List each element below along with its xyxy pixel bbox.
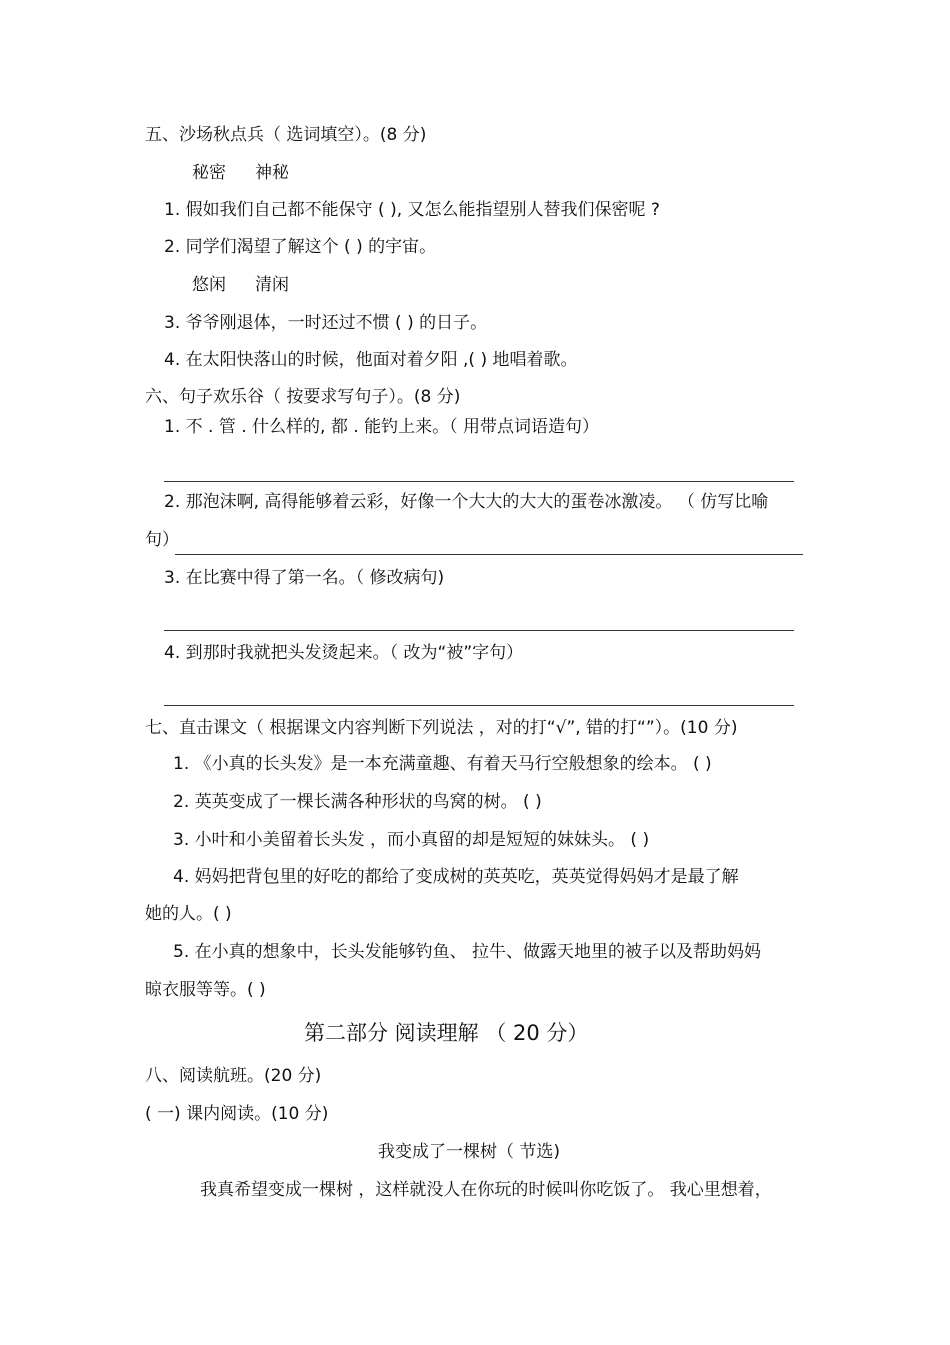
question-item: 1. 《小真的长头发》是一本充满童趣、有着天马行空般想象的绘本。 ( ) bbox=[173, 754, 712, 774]
word-option: 秘密 bbox=[192, 163, 226, 183]
question-item: 2. 英英变成了一棵长满各种形状的鸟窝的树。 ( ) bbox=[173, 792, 542, 812]
question-item: 2. 同学们渴望了解这个 ( ) 的宇宙。 bbox=[164, 237, 437, 257]
question-item: 4. 在太阳快落山的时候，他面对着夕阳 ,( ) 地唱着歌。 bbox=[164, 350, 578, 370]
question-item: 1. 不 . 管 . 什么样的, 都 . 能钓上来。（ 用带点词语造句） bbox=[164, 417, 599, 437]
answer-line[interactable] bbox=[175, 554, 803, 555]
section7-heading: 七、直击课文（ 根据课文内容判断下列说法 ，对的打“√”, 错的打“”）。(10 分) bbox=[145, 718, 738, 738]
part2-title: 第二部分 阅读理解 （ 20 分） bbox=[304, 1021, 589, 1045]
section6-heading: 六、句子欢乐谷（ 按要求写句子）。(8 分) bbox=[145, 387, 461, 407]
question-item: 她的人。( ) bbox=[145, 904, 232, 924]
word-option: 神秘 bbox=[255, 163, 289, 183]
section8-heading: 八、阅读航班。(20 分) bbox=[145, 1066, 322, 1086]
word-option: 悠闲 bbox=[192, 275, 226, 295]
question-item: 晾衣服等等。( ) bbox=[145, 980, 266, 1000]
question-item: 1. 假如我们自己都不能保守 ( ), 又怎么能指望别人替我们保密呢 ? bbox=[164, 200, 660, 220]
word-option: 清闲 bbox=[255, 275, 289, 295]
question-item: 5. 在小真的想象中，长头发能够钓鱼、 拉牛、做露天地里的被子以及帮助妈妈 bbox=[173, 942, 762, 962]
answer-line[interactable] bbox=[164, 705, 794, 706]
question-item: 2. 那泡沫啊, 高得能够着云彩，好像一个大大的大大的蛋卷冰激凌。 （ 仿写比喻 bbox=[164, 492, 769, 512]
question-item: 3. 爷爷刚退体，一时还过不惯 ( ) 的日子。 bbox=[164, 313, 488, 333]
question-item: 句） bbox=[145, 530, 179, 550]
section5-heading: 五、沙场秋点兵（ 选词填空）。(8 分) bbox=[145, 125, 427, 145]
passage-title: 我变成了一棵树（ 节选) bbox=[378, 1142, 561, 1162]
question-item: 4. 妈妈把背包里的好吃的都给了变成树的英英吃，英英觉得妈妈才是最了解 bbox=[173, 867, 739, 887]
subsection-heading: ( 一) 课内阅读。(10 分) bbox=[145, 1104, 329, 1124]
question-item: 4. 到那时我就把头发烫起来。（ 改为“被”字句） bbox=[164, 643, 524, 663]
answer-line[interactable] bbox=[164, 630, 794, 631]
question-item: 3. 在比赛中得了第一名。（ 修改病句) bbox=[164, 568, 445, 588]
answer-line[interactable] bbox=[164, 481, 794, 482]
passage-text: 我真希望变成一棵树 ，这样就没人在你玩的时候叫你吃饭了。 我心里想着， bbox=[200, 1180, 772, 1200]
question-item: 3. 小叶和小美留着长头发 ，而小真留的却是短短的妹妹头。 ( ) bbox=[173, 830, 650, 850]
